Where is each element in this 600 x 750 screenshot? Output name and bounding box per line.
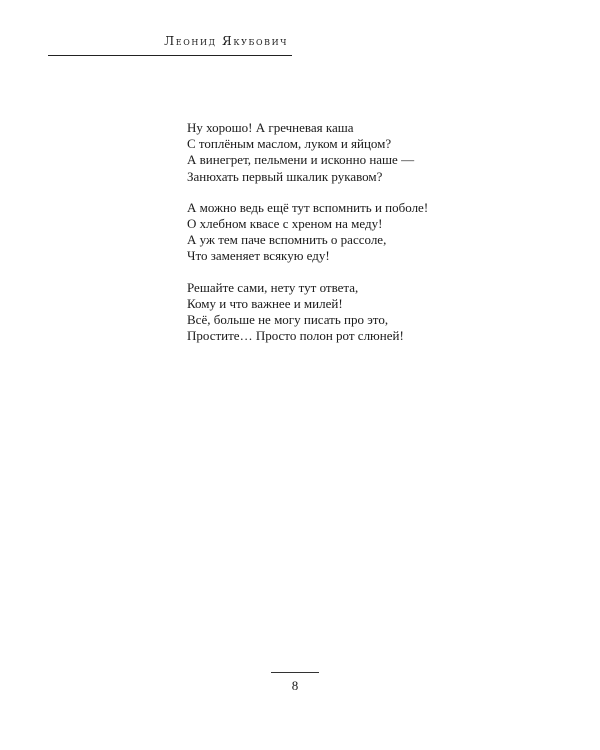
poem-line: Решайте сами, нету тут ответа,: [187, 279, 359, 295]
poem-line: Что заменяет всякую еду!: [187, 248, 330, 264]
stanza-1: [187, 120, 487, 185]
poem-line: Простите… Просто полон рот слюней!: [187, 328, 404, 344]
poem: [187, 120, 487, 359]
poem-line: Ну хорошо! А гречневая каша: [187, 120, 354, 135]
poem-line: А можно ведь ещё тут вспомнить и поболе!: [187, 199, 429, 215]
poem-line: Всё, больше не могу писать про это,: [187, 312, 389, 328]
poem-line: О хлебном квасе с хреном на меду!: [187, 216, 383, 232]
footer-rule: [271, 672, 319, 673]
poem-line: Кому и что важнее и милей!: [187, 295, 343, 311]
stanza-3: [187, 280, 487, 345]
page-number: 8: [291, 678, 299, 693]
poem-line: Занюхать первый шкалик рукавом?: [187, 168, 383, 184]
running-header: [48, 26, 292, 60]
poem-line: С топлёным маслом, луком и яйцом?: [187, 136, 392, 152]
stanza-2: [187, 200, 487, 265]
poem-line: А винегрет, пельмени и исконно наше —: [187, 152, 415, 168]
running-title: Леонид Якубович: [164, 34, 288, 48]
header-rule: [48, 55, 292, 56]
poem-line: А уж тем паче вспомнить о рассоле,: [187, 232, 387, 248]
